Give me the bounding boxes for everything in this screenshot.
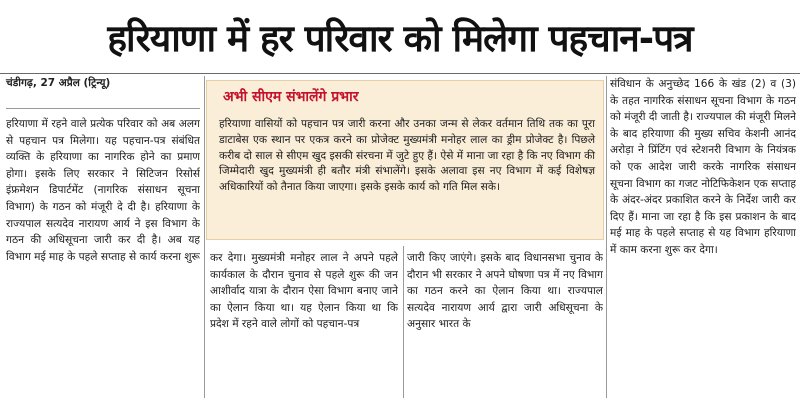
article-text-1: हरियाणा में रहने वाले प्रत्येक परिवार को अब अलग से पहचान पत्र मिलेगा। यह पहचान-पत्र संबंधित व्यक्ति के हरियाणा का नागरिक होने का प्रमाण होगा। इसके लिए सरकार ने सिटिजन रिसोर्स इंफ्रमेशन डिपार्टमेंट (नागरिक संसाधन सूचना विभाग) के गठन को मंजूरी दे दी है। हरियाणा के राज्यपाल सत्यदेव नारायण आर्य ने इस विभाग के गठन की अधिसूचना जारी कर दी है। अब यह विभाग मई माह के पहले सप्ताह से कार्य करना शुरू: [6, 118, 200, 263]
article-text-3: जारी किए जाएंगे। इसके बाद विधानसभा चुनाव के दौरान भी सरकार ने अपने घोषणा पत्र में नए विभाग का गठन करने का ऐलान किया था। राज्यपाल सत्यदेव नारायण आर्य द्वारा जारी अधिसूचना के अनुसार भारत के: [407, 252, 603, 331]
dateline-rule: [6, 108, 200, 109]
column-divider-3: [606, 76, 607, 398]
article-column-3: [407, 250, 603, 398]
dateline: चंडीगढ़, 27 अप्रैल (ट्रिन्यू): [6, 77, 111, 89]
box-text: हरियाणा वासियों को पहचान पत्र जारी करना और उनका जन्म से लेकर वर्तमान तिथि तक का पूरा डाटाबेस एक स्थान पर एकत्र करने का प्रोजेक्ट मुख्यमंत्री मनोहर लाल का ड्रीम प्रोजेक्ट है। पिछले करीब दो साल से सीएम खुद इसकी संरचना में जुटे हुए हैं। ऐसे में माना जा रहा है कि नए विभाग की जिम्मेदारी खुद मुख्यमंत्री ही बतौर मंत्री संभालेंगे। इसके अलावा इस नए विभाग में कई विशेषज्ञ अधिकारियों को तैनात किया जाएगा। इसके इसके कार्य को गति मिल सके।: [219, 118, 596, 194]
article-text-2: कर देगा। मुख्यमंत्री मनोहर लाल ने अपने पहले कार्यकाल के दौरान चुनाव से पहले शुरू की जन आशीर्वाद यात्रा के दौरान ऐसा विभाग बनाए जाने का ऐलान किया था। यह ऐलान किया था कि प्रदेश में रहने वाले लोगों को पहचान-पत्र: [210, 252, 398, 331]
headline-rule: [0, 73, 800, 74]
article-column-2: [210, 250, 398, 398]
column-divider-2: [403, 246, 404, 398]
headline: हरियाणा में हर परिवार को मिलेगा पहचान-पत्र: [107, 16, 693, 60]
highlight-box: [206, 80, 604, 240]
article-text-4: संविधान के अनुच्छेद 166 के खंड (2) व (3) के तहत नागरिक संसाधन सूचना विभाग के गठन को मंजूरी दी जाती है। राज्यपाल की मंजूरी मिलने के बाद हरियाणा की मुख्य सचिव केशनी आनंद अरोड़ा ने प्रिंटिंग एवं स्टेशनरी विभाग के नियंत्रक को एक आदेश जारी करके नागरिक संसाधन सूचना विभाग का गजट नोटिफिकेशन एक सप्ताह के अंदर-अंदर प्रकाशित करने के निर्देश जारी कर दिए हैं। माना जा रहा है कि इस प्रकाशन के बाद मई माह के पहले सप्ताह से यह विभाग हरियाणा में काम करना शुरू कर देगा।: [610, 78, 796, 256]
article-column-4: [610, 76, 796, 398]
column-divider-1: [204, 76, 205, 398]
box-title: अभी सीएम संभालेंगे प्रभार: [223, 89, 359, 105]
article-column-1: [6, 116, 200, 398]
